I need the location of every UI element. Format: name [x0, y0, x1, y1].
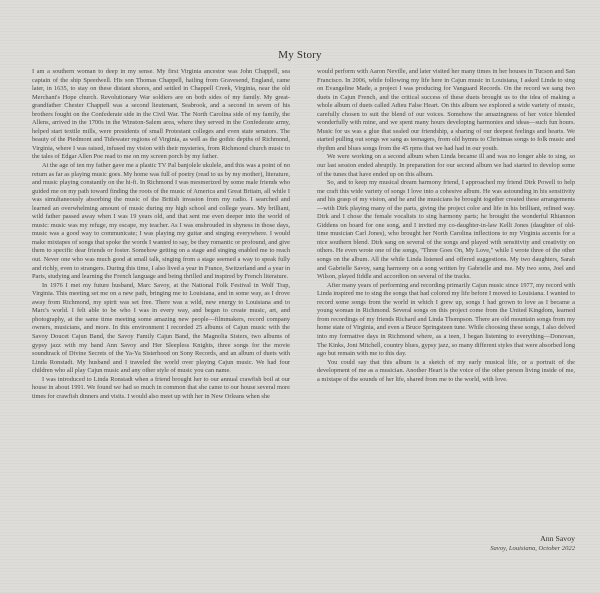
signature-place-date: Savoy, Louisiana, October 2022 — [490, 545, 575, 552]
paragraph: At the age of ten my father gave me a plastic TV Pal banjolele ukulele, and this was a point of no return as far as playing music goes. My home was full of poetry (read to us by my mother), literature, and music playing constantly on the hi-fi. In Richmond I was mesmerized by some male friends who guided me on my path toward finding the roots of the music of America and Great Britain, all while I was simultaneously absorbing the music of the British invasion from my radio. I searched and learned an overwhelming amount of music during my high school and college years. My brilliant, wild father passed away when I was 19 years old, and that sent me even deeper into the world of music: music was my refuge, my escape, my teacher. As I was enshrouded in shyness in those days, music was a good way to communicate; I was playing my guitar and singing everywhere. I would make mixtapes of songs that spoke the words I wanted to say, be they romantic or profound, and give them to specific dear friends or foster. Somehow getting on a stage and singing enabled me to reach out. Never one who was much good at small talk, singing from a stage seemed a way to speak fully and richly, even to strangers. During this time, I also lived a year in France, Switzerland and a year in Paris, studying and learning the French language and being thrilled and inspired by French literature. — [32, 162, 290, 281]
paragraph: After many years of performing and recording primarily Cajun music since 1977, my record with Linda inspired me to sing the songs that had colored my life before I moved to Louisiana. I wanted to record some songs from the world in which I grew up, songs I had grown to love as I became a young woman in Richmond. Several songs on this project come from the United Kingdom, learned from recordings of my friends Richard and Linda Thompson. There are old mountain songs from my home state of Virginia, and even a Bruce Springsteen tune. While choosing these songs, I also delved into my formative days in Richmond where, as a teen, I began listening to everything—Donovan, The Kinks, Joni Mitchell, country blues, gypsy jazz, so many different styles that were absorbed long ago but remain with me to this day. — [317, 281, 575, 358]
paragraph: So, and to keep my musical dream harmony friend, I approached my friend Dirk Powell to help me craft this wide variety of songs I love into a cohesive album. He was astounding in his sensitivity and his grasp of my vision, and he and the musicians he brought together created these arrangements—with Dirk playing many of the parts, giving the project color and life in his brilliant, refined way. Dirk and I chose the female vocalists to sing harmony parts; he brought the wonderful Rhiannon Giddens on board for one song, and I invited my co-daughter-in-law Kelli Jones (daughter of old-time musician Carl Jones), who brought her North Carolina inflections to my Virginia accents for a nice southern blend. Dirk sang on several of the songs and played with sensitivity and creativity on others. He even wrote one of the songs, "Three Goes On, My Love," while I wrote three of the other songs on the album. All the while Linda listened and offered suggestions. My two daughters, Sarah and Gabrielle Savoy, sang harmony on a song written by Gabrielle and me. My two sons, Joel and Wilson, played fiddle and accordion on several of the tracks. — [317, 179, 575, 281]
paragraph: would perform with Aaron Neville, and later visited her many times in her houses in Tucson and San Francisco. In 2006, while following my life here in Cajun music in Louisiana, I asked Linda to sing on Evangeline Made, a project I was producing for Vanguard Records. On the record we sang two duets in Cajun French, and the critical success of these duets brought us to the idea of making a whole album of duets called Adieu False Heart. On this album we explored a wide variety of music, carefully chosen to suit the blend of our voices. Somehow the amazingness of her voice blended wonderfully with mine, and we spent many hours developing harmonies and ideas—such fun hours. Music for us was a glue that sealed our friendship, a sharing of our deepest feelings and hearts. We started pulling out songs we sang as teenagers, from old hymns to Christmas songs to folk music and rhythm and blues songs from the 45 rpms that we had had in our youth. — [317, 68, 575, 152]
right-column — [317, 68, 575, 384]
signature-name: Ann Savoy — [540, 534, 575, 543]
paragraph: You could say that this album is a sketch of my early musical life, or a portrait of the development of me as a musician. Another Heart is the voice of the other person living inside of me, a mixtape of the sounds of her life, shared from me to the world, with love. — [317, 358, 575, 383]
page-title: My Story — [278, 49, 322, 61]
left-column — [32, 68, 290, 401]
signature-block — [317, 534, 575, 553]
paragraph: We were working on a second album when Linda became ill and was no longer able to sing, so our last session ended abruptly. In preparation for our second album we had started to develop some of the tunes that have ended up on this album. — [317, 153, 575, 178]
paragraph: I was introduced to Linda Ronstadt when a friend brought her to our annual crawfish boil at our house in about 1991. We found we had so much in common that she came to our house several more times for crawfish dinners and visits. I would also meet up with her in New Orleans when she — [32, 375, 290, 400]
paragraph: In 1976 I met my future husband, Marc Savoy, at the National Folk Festival in Wolf Trap, Virginia. This meeting set me on a new path, bringing me to Louisiana, and in some way, as I drove away from Richmond, my spirit was set free. There was a wild, new energy to Louisiana and to Marc's world. I felt able to be who I was in every way, and began to create music, art, and photography, at the same time meeting some amazing new people—filmmakers, record company owners, musicians, and more. In this environment I recorded 25 albums of Cajun music with the Savoy Doucet Cajun Band, the Savoy Family Cajun Band, the Magnolia Sisters, two albums of gypsy jazz with my band Ann Savoy and Her Sleepless Knights, three songs for the movie soundtrack of Divine Secrets of the Ya-Ya Sisterhood on Sony Records, and an album of duets with Linda Ronstadt. My husband and I traveled the world over playing Cajun music. We had four children who all play Cajun music and any other style of music you can name. — [32, 281, 290, 375]
paragraph: I am a southern woman to deep in my sense. My first Virginia ancestor was John Chappell, sea captain of the ship Speedwell. His son Thomas Chappell, hailing from Gravesend, England, came later, in 1635, to stay on these distant shores, and settled in Chappell Creek, Virginia, near the old Merchant's Hope church. Revolutionary War soldiers are on both sides of my family. My great-grandfather Chester Chappell was a second lieutenant, Seabrook, and a second in seven of his brothers fought on the Confederate side in the Civil War. The North Carolina side of my family, the Allens, arrived in the 1700s in the Winston-Salem area, where they served in the Confederate army, helped start textile mills, were presidents of small Protestant colleges and even state senators. The beauty of the Piedmont and Tidewater regions of Virginia, as well as the gothic depths of Richmond, Virginia, where I was raised, infused my vision with their mysteries, from Richmond church music to the tales of Edgar Allen Poe read to me on my screen porch by my father. — [32, 68, 290, 161]
